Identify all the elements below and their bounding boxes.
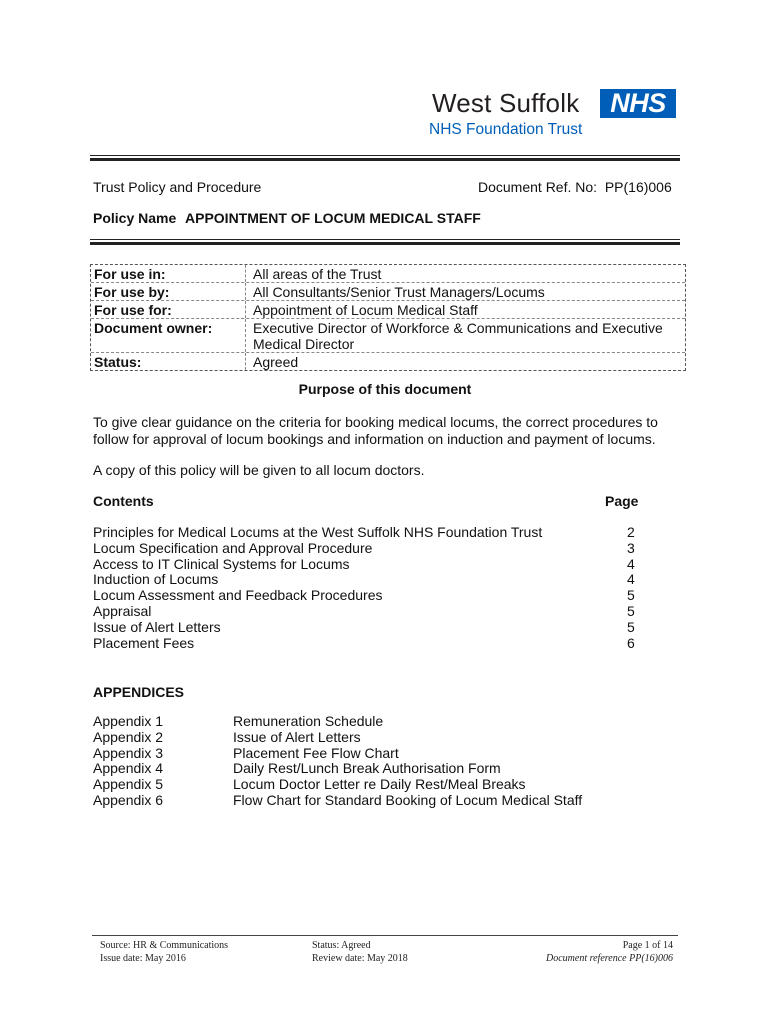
contents-item [93, 572, 643, 588]
contents-item-page: 4 [627, 571, 635, 588]
footer-page-number: Page 1 of 14 [622, 940, 673, 951]
contents-item-page: 5 [627, 587, 635, 604]
contents-item-title: Induction of Locums [93, 571, 219, 588]
footer-source: Source: HR & Communications [100, 940, 229, 951]
document-type: Trust Policy and Procedure [93, 179, 262, 195]
document-info-table [90, 264, 686, 371]
document-ref: Document Ref. No: PP(16)006 [478, 179, 672, 195]
copy-note: A copy of this policy will be given to all locum doctors. [93, 462, 425, 478]
contents-item-title: Appraisal [93, 602, 152, 619]
info-row [91, 283, 685, 301]
page-heading: Page [605, 493, 639, 509]
appendix-item [93, 730, 653, 746]
contents-item-title: Principles for Medical Locums at the West Suffolk NHS Foundation Trust [93, 524, 543, 540]
footer-issue-date: Issue date: May 2016 [100, 953, 186, 964]
appendix-item [93, 777, 653, 793]
contents-item-page: 6 [627, 634, 635, 651]
contents-item-page: 4 [627, 555, 635, 572]
contents-item-title: Issue of Alert Letters [93, 618, 221, 635]
purpose-paragraph: To give clear guidance on the criteria for booking medical locums, the correct procedures to follow for approval of locum bookings and information on induction and payment of locums. [93, 414, 658, 447]
org-subtitle: NHS Foundation Trust [429, 121, 583, 138]
info-value: Agreed [253, 354, 299, 370]
appendix-title: Daily Rest/Lunch Break Authorisation Form [233, 760, 501, 777]
contents-item-page: 5 [627, 618, 635, 635]
appendix-item [93, 714, 653, 730]
appendix-number: Appendix 6 [93, 791, 164, 808]
info-label: For use for: [91, 301, 246, 318]
info-row [91, 353, 685, 370]
footer-doc-reference: Document reference PP(16)006 [546, 953, 673, 964]
appendix-item [93, 746, 653, 762]
contents-item-title: Locum Specification and Approval Procedure [93, 539, 373, 556]
info-row [91, 301, 685, 319]
purpose-heading: Purpose of this document [298, 381, 472, 397]
info-row [91, 265, 685, 283]
contents-item-title: Placement Fees [93, 634, 195, 651]
info-value: All areas of the Trust [253, 266, 382, 282]
appendix-number: Appendix 2 [93, 728, 164, 745]
appendix-number: Appendix 1 [93, 713, 164, 729]
info-value: Appointment of Locum Medical Staff [253, 302, 478, 318]
contents-item [93, 541, 643, 557]
org-name: West Suffolk [432, 88, 580, 118]
contents-item [93, 604, 643, 620]
info-label: For use by: [91, 283, 246, 300]
info-row [91, 319, 685, 353]
appendix-title: Issue of Alert Letters [233, 728, 361, 745]
policy-name: APPOINTMENT OF LOCUM MEDICAL STAFF [185, 210, 481, 226]
contents-item [93, 525, 643, 541]
appendix-title: Placement Fee Flow Chart [233, 744, 399, 761]
contents-item-title: Access to IT Clinical Systems for Locums [93, 555, 350, 572]
contents-item-page: 5 [627, 602, 635, 619]
info-label: Status: [91, 353, 246, 370]
nhs-logo: NHS [600, 89, 676, 118]
contents-item [93, 557, 643, 573]
info-label: Document owner: [91, 319, 246, 352]
contents-item [93, 620, 643, 636]
appendix-title: Flow Chart for Standard Booking of Locum Medical Staff [233, 791, 583, 808]
appendix-number: Appendix 4 [93, 760, 164, 777]
info-value: Executive Director of Workforce & Communications and Executive Medical Director [253, 320, 663, 352]
contents-item [93, 588, 643, 604]
appendices-list [93, 714, 653, 809]
appendix-item [93, 761, 653, 777]
footer-divider [92, 935, 678, 936]
appendix-item [93, 793, 653, 809]
footer-status: Status: Agreed [312, 940, 371, 951]
appendices-heading: APPENDICES [93, 684, 185, 700]
header-divider-thick [90, 158, 680, 161]
header-divider-top [90, 155, 680, 156]
contents-item-title: Locum Assessment and Feedback Procedures [93, 587, 383, 604]
appendix-number: Appendix 3 [93, 744, 164, 761]
appendix-number: Appendix 5 [93, 776, 164, 793]
divider-2 [90, 242, 680, 245]
footer-review-date: Review date: May 2018 [312, 953, 408, 964]
contents-item-page: 2 [627, 524, 635, 540]
contents-item-page: 3 [627, 539, 635, 556]
info-value: All Consultants/Senior Trust Managers/Locums [253, 284, 545, 300]
contents-item [93, 636, 643, 652]
contents-list [93, 525, 643, 651]
contents-heading: Contents [93, 493, 154, 509]
policy-name-label: Policy Name [93, 210, 177, 226]
appendix-title: Remuneration Schedule [233, 713, 384, 729]
appendix-title: Locum Doctor Letter re Daily Rest/Meal Breaks [233, 776, 526, 793]
divider-1 [90, 239, 680, 240]
info-label: For use in: [91, 265, 246, 282]
